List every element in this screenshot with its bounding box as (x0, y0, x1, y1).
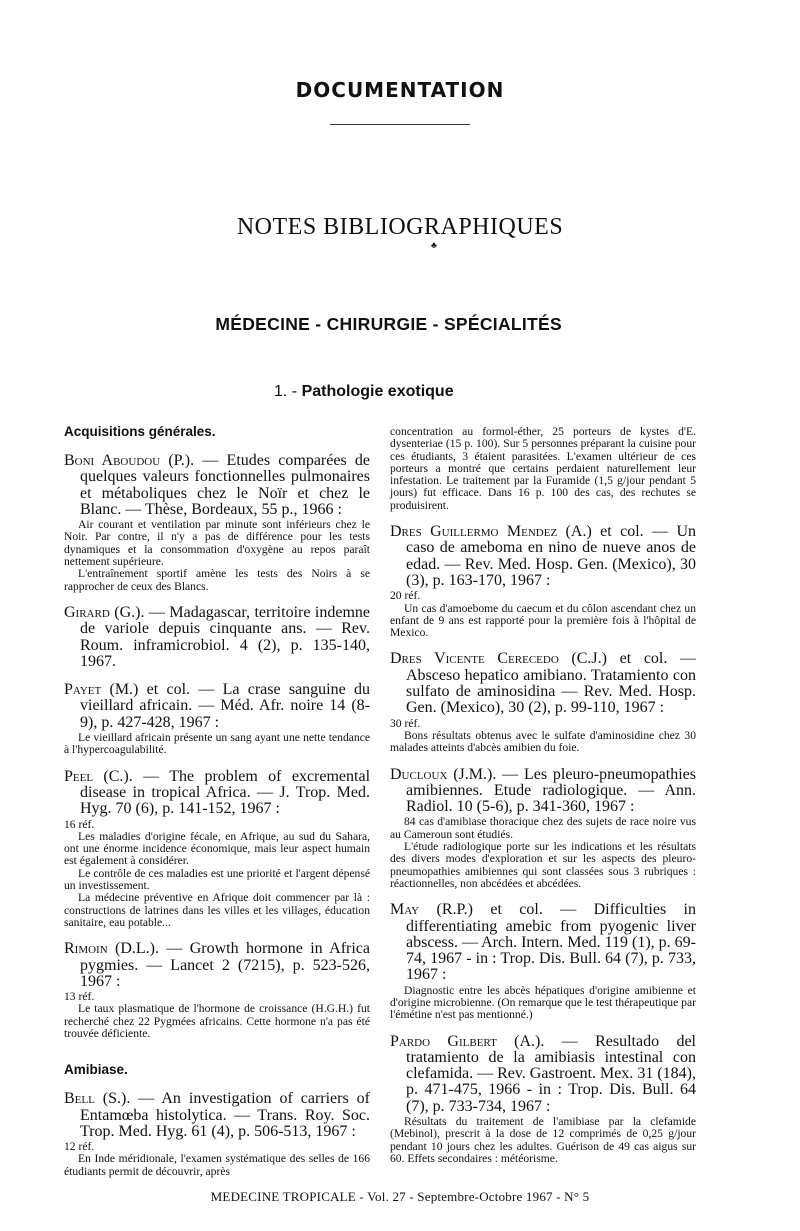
abstract-paragraph: Les maladies d'origine fécale, en Afrique, au sud du Sahara, ont une énorme incidence économique, mais leur aspect humain est également à considérer. (64, 829, 370, 868)
entry-citation (64, 769, 370, 818)
abstract-paragraph: En Inde méridionale, l'examen systématique des selles de 166 étudiants permit de découvrir, après (64, 1152, 370, 1178)
entry-text: — Les pleuro-pneumopathies amibiennes. Etude radiologique. — Ann. Radiol. 10 (5-6), p. 341-360, 1967 : (406, 765, 696, 816)
reference-count: 20 réf. (390, 589, 421, 603)
entry-citation (64, 682, 370, 731)
entry-author: Dres Vicente Cerecedo (C.J.) (390, 650, 607, 668)
entry-text: — Etudes comparées de quelques valeurs fonctionnelles pulmonaires et métaboliques chez le Noïr et chez le Blanc. — Thèse, Bordeaux, 55 p., 1966 : (80, 452, 370, 518)
abstract-paragraph: Le contrôle de ces maladies est une priorité et l'argent dépensé un investissement. (64, 866, 370, 893)
entry-text: — Resultado del tratamiento de la amibiasis intestinal con clefamida. — Rev. Gastroent. Mex. 31 (184), p. 471-475, 1966 - in : Trop. Dis. Bull. 64 (7), p. 733-734, 1967 : (406, 1032, 696, 1115)
bibliography-entry (390, 524, 696, 639)
entry-text: — An investigation of carriers of Entamœba histolytica. — Trans. Roy. Soc. Trop. Med. Hyg. 61 (4), p. 506-513, 1967 : (80, 1090, 370, 1140)
bibliography-entry (64, 605, 370, 670)
entry-abstract (390, 1116, 696, 1165)
title-ornament-icon: ♣ (431, 240, 437, 250)
entry-author: Boni Aboudou (P.). (64, 452, 195, 469)
entry-citation (390, 902, 696, 983)
abstract-paragraph: Diagnostic entre les abcès hépatiques d'origine amibienne et d'origine microbienne. (On remarque que le test thérapeutique par l'émétine n'est pas mentionné.) (390, 983, 696, 1022)
entry-author: Pardo Gilbert (A.). (390, 1032, 545, 1050)
abstract-paragraph: Le vieillard africain présente un sang ayant une nette tendance à l'hypercoagulabilité. (64, 731, 370, 757)
reference-count: 13 réf. (64, 990, 95, 1004)
header-rule (330, 124, 470, 125)
page-footer: MEDECINE TROPICALE - Vol. 27 - Septembre-Octobre 1967 - N° 5 (210, 1189, 590, 1204)
entry-citation (64, 453, 370, 518)
abstract-paragraph: Le taux plasmatique de l'hormone de croissance (H.G.H.) fut recherché chez 22 Pygmées africains. Cette hormone n'a pas été trouvée déficiente. (64, 1002, 370, 1040)
abstract-paragraph: 84 cas d'amibiase thoracique chez des sujets de race noire vus au Cameroun sont étudiés. (390, 815, 696, 841)
page-title: NOTES BIBLIOGRAPHIQUES (236, 214, 564, 240)
entry-author: Ducloux (J.M.). (390, 765, 497, 783)
subsection-heading (274, 383, 454, 401)
entry-citation (390, 767, 696, 816)
entry-text: et col. — La crase sanguine du vieillard africain. — Méd. Afr. noire 14 (8-9), p. 427-428, 1967 : (80, 681, 370, 731)
right-column (390, 426, 696, 1177)
bibliography-entry (390, 1034, 696, 1166)
documentation-label: DOCUMENTATION (295, 78, 505, 102)
entry-abstract (64, 1141, 370, 1178)
bibliography-entry (390, 902, 696, 1021)
entry-citation (64, 605, 370, 670)
subsection-number: 1. - (274, 383, 298, 400)
bibliography-entry (390, 651, 696, 754)
entry-text: et col. — Difficulties in differentiating amebic from pyogenic liver abscess. — Arch. Intern. Med. 119 (1), p. 69-74, 1967 - in : Trop. Dis. Bull. 64 (7), p. 733, 1967 : (406, 901, 697, 984)
entry-author: Dres Guillermo Mendez (A.) (390, 523, 592, 541)
entry-abstract (64, 519, 370, 593)
entry-abstract (390, 718, 696, 755)
bibliography-entry (64, 453, 370, 593)
abstract-paragraph: L'étude radiologique porte sur les indications et les résultats des divers modes d'exploration et sur les aspects des pleuro-pneumopathies amibiennes qui sont classées sous 3 rubriques : réactionnelles, non abcédées et abcédées. (390, 840, 696, 890)
entry-abstract (64, 732, 370, 757)
entry-author: May (R.P.) (390, 901, 473, 919)
reference-count: 30 réf. (390, 716, 421, 730)
bibliography-entry (64, 769, 370, 930)
bibliography-entry (64, 1091, 370, 1178)
entry-text: — The problem of excremental disease in tropical Africa. — J. Trop. Med. Hyg. 70 (6), p. 141-152, 1967 : (80, 767, 371, 818)
entry-abstract (390, 590, 696, 639)
bibliography-entry (64, 941, 370, 1040)
left-column (64, 424, 370, 1190)
entry-author: Rimoin (D.L.). (64, 940, 160, 958)
section-heading (0, 314, 760, 335)
entry-author: Girard (G.). (64, 603, 145, 621)
entry-citation (390, 651, 696, 716)
entry-citation (64, 941, 370, 990)
entry-abstract (390, 985, 696, 1022)
entry-author: Payet (M.) (64, 681, 139, 699)
entry-author: Peel (C.). (64, 767, 133, 785)
continued-abstract: concentration au formol-éther, 25 porteurs de kystes d'E. dysenteriae (15 p. 100). Sur 5 personnes préparant la cuisine pour ces étudiants, 3 étaient parasitées. L'examen ultérieur de ces porteurs a montré que certains perdaient naturellement leur infestation. Le traitement par la Furamide (1,5 g/jour pendant 5 jours) fut efficace. Dans 16 p. 100 des cas, des rechutes se produisirent. (390, 425, 696, 512)
category-heading: Acquisitions générales. (64, 424, 216, 439)
entry-abstract (390, 816, 696, 890)
reference-count: 12 réf. (64, 1140, 95, 1154)
abstract-paragraph: L'entraînement sportif amène les tests des Noirs à se rapprocher de ceux des Blancs. (64, 567, 370, 593)
category-heading: Amibiase. (64, 1062, 128, 1078)
section-heading-text: MÉDECINE - CHIRURGIE - SPÉCIALITÉS (215, 314, 562, 334)
reference-count: 16 réf. (64, 817, 95, 831)
entry-citation (390, 524, 696, 589)
entry-text: — Growth hormone in Africa pygmies. — Lancet 2 (7215), p. 523-526, 1967 : (80, 940, 370, 990)
entry-citation (390, 1034, 696, 1115)
abstract-paragraph: Un cas d'amoebome du caecum et du côlon ascendant chez un enfant de 9 ans est rapporté pour la première fois à l'hôpital de Mexico. (390, 601, 696, 640)
entry-abstract (64, 819, 370, 930)
subsection-title: Pathologie exotique (301, 383, 454, 400)
entry-text: et col. — Un caso de ameboma en nino de nueve anos de edad. — Rev. Med. Hosp. Gen. (Mexico), 30 (3), p. 163-170, 1967 : (406, 523, 697, 589)
abstract-paragraph: La médecine préventive en Afrique doit commencer par là : constructions de latrines dans les villes et les villages, éducation sanitaire, eau potable... (64, 891, 370, 929)
abstract-paragraph: Bons résultats obtenus avec le sulfate d'aminosidine chez 30 malades atteints d'abcès amibien du foie. (390, 728, 696, 755)
entry-text: — Madagascar, territoire indemne de variole depuis cinquante ans. — Rev. Roum. inframicrobiol. 4 (2), p. 135-140, 1967. (80, 603, 370, 670)
bibliography-entry (390, 767, 696, 891)
entry-author: Bell (S.). (64, 1090, 131, 1108)
abstract-paragraph: Air courant et ventilation par minute sont inférieurs chez le Noir. Par contre, il n'y a pas de différence pour les tests dynamiques et la consommation d'oxygène au repos paraît nettement supérieure. (64, 518, 370, 569)
entry-abstract (64, 991, 370, 1040)
abstract-paragraph: Résultats du traitement de l'amibiase par la clefamide (Mebinol), prescrit à la dose de 12 comprimés de 0,25 g/jour pendant 10 jours chez les adultes. Guérison de 49 cas aigus sur 60. Effets secondaires : météorisme. (390, 1115, 696, 1165)
bibliography-entry (64, 682, 370, 756)
entry-citation (64, 1091, 370, 1140)
entry-text: et col. — Absceso hepatico amibiano. Tratamiento con sulfato de aminosidina — Rev. Med. Hosp. Gen. (Mexico), 30 (2), p. 99-110, 1967 : (406, 650, 697, 717)
